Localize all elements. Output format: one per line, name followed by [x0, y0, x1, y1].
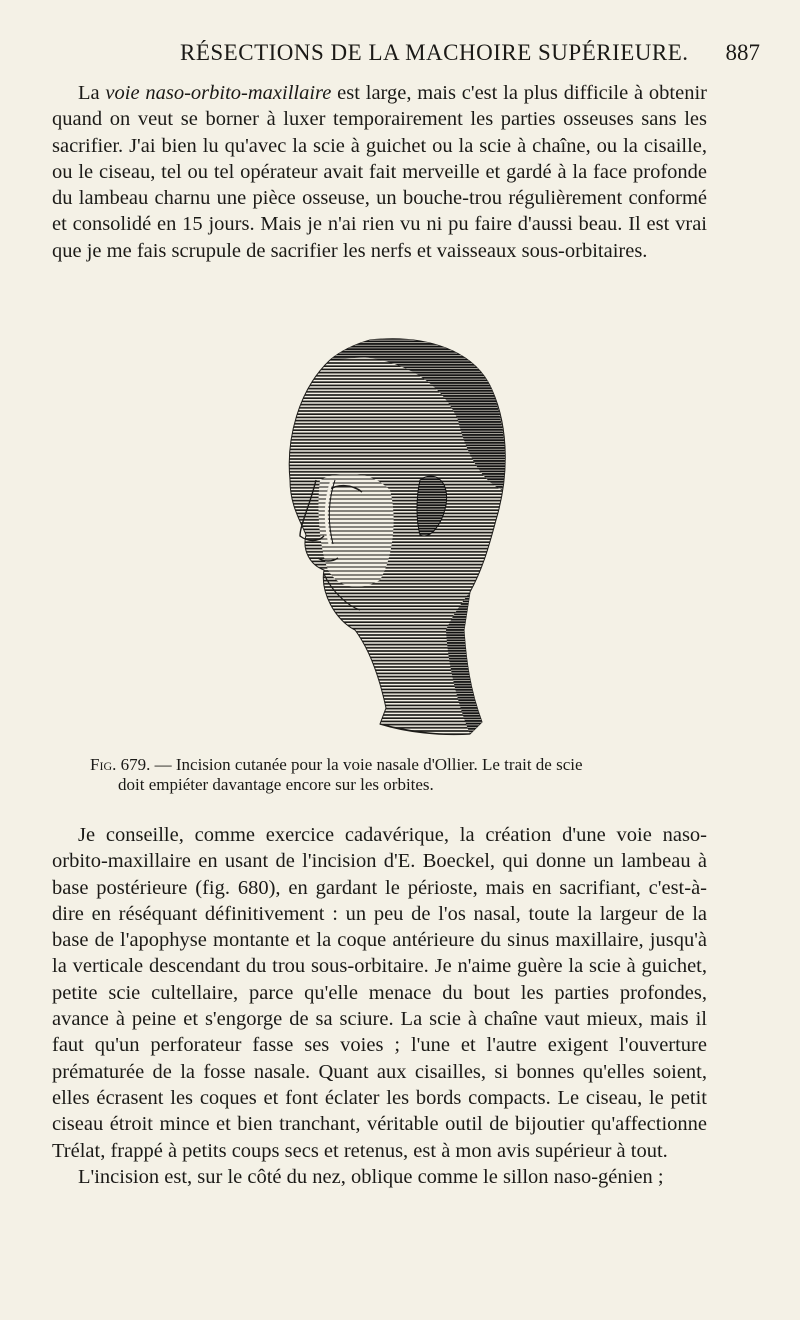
paragraph-1-body: est large, mais c'est la plus difficile à obtenir quand on veut se borner à luxer temporairement les parties osseuses sans les sacrifier. J'ai bien lu qu'avec la scie à guichet ou la scie à chaîne, ou la cisaille, ou le ciseau, tel ou tel opérateur avait fait merveille et gardé à la face profonde du lambeau charnu une pièce osseuse, un bouche-trou régulièrement conformé et consolidé en 15 jours. Mais je n'ai rien vu ni pu faire d'aussi beau. Il est vrai que je me fais scrupule de sacrifier les nerfs et vaisseaux sous-orbitaires. — [52, 82, 707, 262]
paragraph-2-block — [52, 822, 707, 1190]
figure-679-head-engraving — [220, 330, 580, 740]
running-title: RÉSECTIONS DE LA MACHOIRE SUPÉRIEURE. — [180, 40, 689, 65]
caption-line-2: doit empiéter davantage encore sur les orbites. — [118, 775, 434, 794]
running-head — [60, 40, 760, 76]
figure-label: Fig. 679. — [90, 755, 151, 774]
figure-caption — [90, 755, 690, 795]
page-number: 887 — [725, 40, 760, 65]
paragraph-1-italic-term: voie naso-orbito-maxillaire — [105, 82, 332, 104]
paragraph-3: L'incision est, sur le côté du nez, oblique comme le sillon naso-génien ; — [78, 1165, 664, 1188]
paragraph-2: Je conseille, comme exercice cadavérique, la création d'une voie naso-orbito-maxillaire en usant de l'incision d'E. Boeckel, qui donne un lambeau à base postérieure (fig. 680), en gardant le périoste, mais en sacrifiant, c'est-à-dire en réséquant définitivement : un peu de l'os nasal, toute la largeur de la base de l'apophyse montante et la coque antérieure du sinus maxillaire, jusqu'à la verticale descendant du trou sous-orbitaire. Je n'aime guère la scie à guichet, petite scie cultellaire, parce qu'elle menace du bout les parties profondes, avance à peine et s'engorge de sa sciure. La scie à chaîne vaut mieux, mais il faut qu'un perforateur fasse ses voies ; l'une et l'autre exigent l'ouverture prématurée de la fosse nasale. Quant aux cisailles, si bonnes qu'elles soient, elles écrasent les coques et font éclater les bords compacts. Le ciseau, le petit ciseau étroit mince et bien tranchant, véritable outil de bijoutier qu'affectionne Trélat, frappé à petits coups secs et retenus, est à mon avis supérieur à tout. — [52, 824, 707, 1162]
caption-line-1: — Incision cutanée pour la voie nasale d'Ollier. Le trait de scie — [150, 755, 583, 774]
paragraph-1-lead: La — [78, 82, 106, 104]
paragraph-1 — [52, 80, 707, 264]
